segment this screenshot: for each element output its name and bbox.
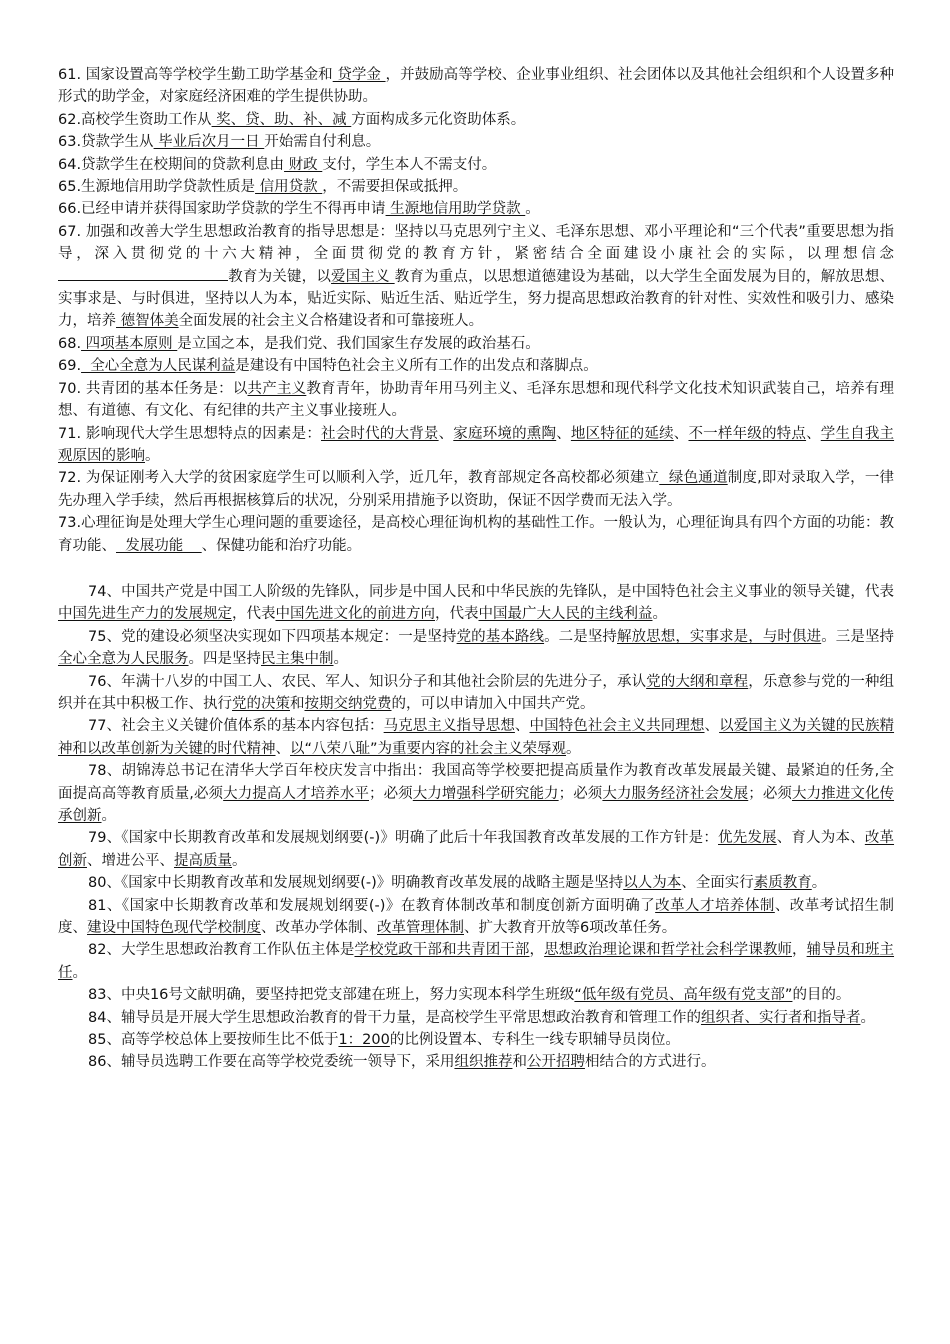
question-text: 71. 影响现代大学生思想特点的因素是： bbox=[58, 425, 322, 442]
question-text: 72. 为保证刚考入大学的贫困家庭学生可以顺利入学，近几年，教育部规定各高校都必须建立 bbox=[58, 470, 660, 487]
question-text: 。二是坚持 bbox=[544, 628, 617, 645]
answer-text: 学校党政干部和共青团干部 bbox=[354, 942, 530, 959]
answer-text: 大力提高人才培养水平 bbox=[223, 785, 369, 802]
question-text: 74、中国共产党是中国工人阶级的先锋队，同步是中国人民和中华民族的先锋队，是中国特色社会主义事业的领导关键，代表 bbox=[88, 583, 894, 600]
answer-text: 提高质量 bbox=[174, 852, 232, 869]
answer-text: 大力增强科学研究能力 bbox=[412, 785, 559, 802]
answer-text: 中国先进生产力的发展规定 bbox=[58, 606, 232, 623]
answer-text: 发展功能 bbox=[116, 537, 202, 554]
question-q63 bbox=[58, 131, 894, 153]
question-text: 。 bbox=[525, 201, 540, 218]
question-text: 。 bbox=[811, 875, 827, 892]
answer-text: 党的大纲和章程 bbox=[646, 673, 749, 690]
question-text: 。 bbox=[566, 740, 581, 757]
question-text: 。 bbox=[232, 852, 247, 869]
question-text: 70. 共青团的基本任务是：以 bbox=[58, 380, 248, 397]
question-text: 、 bbox=[514, 718, 530, 735]
question-text: 、全面实行 bbox=[681, 875, 754, 892]
answer-text: 组织者、实行者和指导者 bbox=[700, 1009, 861, 1026]
question-text: 80、《国家中长期教育改革和发展规划纲要(-)》明确教育改革发展的战略主题是坚持 bbox=[88, 875, 624, 892]
question-text: 69. bbox=[58, 358, 82, 375]
question-text: 是立国之本，是我们党、我们国家生存发展的政治基石。 bbox=[177, 335, 540, 352]
question-text: ， bbox=[529, 942, 545, 959]
question-q62 bbox=[58, 109, 894, 131]
question-text: 73.心理征询是处理大学生心理问题的重要途径，是高校心理征询机构的基础性工作。一般认为，心理征询具有四个方面的功能：教育功能、 bbox=[58, 515, 894, 554]
answer-text: 贷学金 bbox=[332, 67, 386, 83]
question-text: 。 bbox=[860, 1009, 875, 1026]
question-text: ，代表 bbox=[232, 606, 276, 623]
question-text: 63.贷款学生从 bbox=[58, 134, 154, 151]
question-q72 bbox=[58, 467, 894, 512]
question-q61 bbox=[58, 64, 894, 109]
answer-text: 按期交纳党费 bbox=[304, 695, 392, 712]
question-text: 。 bbox=[72, 964, 87, 981]
answer-text: 大力推进文化传承创新 bbox=[58, 785, 895, 824]
question-text: 的，可以申请加入中国共产党。 bbox=[391, 695, 595, 712]
question-text: 78、胡锦涛总书记在清华大学百年校庆发言中指出：我国高等学校要把提高质量作为教育改革发展最关键、最紧迫的任务,全面提高高等教育质量,必须 bbox=[58, 763, 894, 802]
answer-text: 生源地信用助学贷款 bbox=[385, 201, 526, 218]
question-q71 bbox=[58, 423, 894, 468]
answer-text: 四项基本原则 bbox=[81, 335, 178, 352]
question-text: 81、《国家中长期教育改革和发展规划纲要(-)》在教育体制改革和制度创新方面明确了 bbox=[88, 897, 656, 914]
question-q74 bbox=[58, 581, 894, 626]
answer-text: 公开招聘 bbox=[526, 1054, 585, 1071]
answer-text: 全心全意为人民谋利益 bbox=[81, 358, 236, 375]
question-text: 75、党的建设必须坚决实现如下四项基本规定：一是坚持 bbox=[88, 628, 457, 645]
question-text: 和 bbox=[290, 695, 305, 712]
question-text: 86、辅导员选聘工作要在高等学校党委统一领导下，采用 bbox=[88, 1054, 455, 1071]
question-text: 76、年满十八岁的中国工人、农民、军人、知识分子和其他社会阶层的先进分子，承认 bbox=[88, 673, 647, 690]
fill-in-blank bbox=[58, 279, 228, 281]
answer-text: 以爱国主义为关键的民族精神和以改革创新为关键的时代精神 bbox=[58, 718, 895, 757]
answer-text: 马克思主义指导思想 bbox=[383, 718, 515, 735]
answer-text: 组织推荐 bbox=[454, 1054, 513, 1071]
question-text: 相结合的方式进行。 bbox=[584, 1054, 716, 1071]
answer-text: 共产主义 bbox=[247, 380, 307, 397]
question-q83 bbox=[58, 984, 894, 1006]
question-text: 、 bbox=[556, 425, 571, 442]
question-q84 bbox=[58, 1007, 894, 1029]
question-text: 。 bbox=[145, 447, 160, 464]
question-text: 、 bbox=[438, 425, 454, 442]
question-text: 83、中央16号文献明确，要坚持把党支部建在班上，努力实现本科学生班级 bbox=[88, 987, 575, 1004]
question-q81 bbox=[58, 895, 894, 940]
answer-text: 解放思想，实事求是，与时俱进 bbox=[617, 628, 822, 645]
answer-text: 全心全意为人民服务 bbox=[58, 651, 189, 668]
question-text: 的目的。 bbox=[792, 987, 851, 1004]
document-page bbox=[58, 64, 894, 1074]
answer-text: 中国先进文化的前进方向 bbox=[275, 606, 435, 623]
question-q76 bbox=[58, 671, 894, 716]
question-text: 。三是坚持 bbox=[821, 628, 895, 645]
question-text: 方面构成多元化资助体系。 bbox=[351, 111, 526, 128]
question-text: 67. 加强和改善大学生思想政治教育的指导思想是：坚持以马克思列宁主义、毛泽东思想、邓小平理论和“三个代表”重要思想为指导，深入贯彻党的十六大精神，全面贯彻党的教育方针，紧密结合全面建设小康社会的实际，以理想信念 bbox=[58, 223, 894, 263]
question-q68 bbox=[58, 333, 894, 355]
question-text: 84、辅导员是开展大学生思想政治教育的骨干力量，是高校学生平常思想政治教育和管理工作的 bbox=[88, 1009, 701, 1026]
question-text: 制度,即对录取入学，一律先办理入学手续，然后再根据核算后的状况，分别采用措施予以资助，保证不因学费而无法入学。 bbox=[58, 470, 895, 509]
question-q80 bbox=[58, 872, 894, 894]
question-text: ，并鼓励高等学校、企业事业组织、社会团体以及其他社会组织和个人设置多种形式的助学金，对家庭经济困难的学生提供协助。 bbox=[58, 67, 895, 106]
question-text: 、增进公平、 bbox=[87, 852, 174, 869]
question-text: 。 bbox=[101, 808, 116, 824]
question-text: ；必须 bbox=[748, 785, 793, 802]
question-text: 61. 国家设置高等学校学生勤工助学基金和 bbox=[58, 67, 333, 83]
answer-text: 不一样年级的特点 bbox=[688, 425, 807, 442]
question-text: 、育人为本、 bbox=[776, 830, 865, 847]
answer-text: 1：200 bbox=[338, 1032, 390, 1049]
answer-text: 辅导员和班主任 bbox=[58, 942, 895, 981]
question-q69 bbox=[58, 355, 894, 377]
question-text: 教育为关键，以 bbox=[228, 268, 332, 285]
question-text: 85、高等学校总体上要按师生比不低于 bbox=[88, 1032, 339, 1049]
question-q65 bbox=[58, 176, 894, 198]
question-q64 bbox=[58, 154, 894, 176]
answer-text: 民主集中制 bbox=[261, 651, 334, 668]
answer-text: 素质教育 bbox=[753, 875, 812, 892]
question-text: 。 bbox=[652, 606, 667, 623]
answer-text: 信用贷款 bbox=[255, 179, 323, 196]
answer-text: 党的决策 bbox=[232, 695, 290, 712]
question-text: 82、大学生思想政治教育工作队伍主体是 bbox=[88, 942, 355, 959]
answer-text: 建设中国特色现代学校制度 bbox=[87, 920, 261, 937]
question-q85 bbox=[58, 1029, 894, 1051]
answer-text: 毕业后次月一日 bbox=[153, 134, 265, 151]
question-text: 开始需自付利息。 bbox=[264, 134, 381, 151]
question-text: ；必须 bbox=[369, 785, 413, 802]
answer-text: 改革人才培养体制 bbox=[655, 897, 775, 914]
question-text: 79、《国家中长期教育改革和发展规划纲要(-)》明确了此后十年我国教育改革发展的工作方针是： bbox=[88, 830, 719, 847]
answer-text: “低年级有党员、高年级有党支部” bbox=[574, 987, 793, 1004]
answer-text: 党的基本路线 bbox=[456, 628, 545, 645]
question-text: 全面发展的社会主义合格建设者和可靠接班人。 bbox=[178, 313, 484, 330]
answer-text: 优先发展 bbox=[718, 830, 777, 847]
question-text: 、 bbox=[704, 718, 720, 735]
question-q79 bbox=[58, 827, 894, 872]
question-text: ；必须 bbox=[558, 785, 603, 802]
question-text: 。四是坚持 bbox=[188, 651, 261, 668]
answer-text: 学生自我主观原因的影响 bbox=[58, 425, 895, 464]
answer-text: 改革创新 bbox=[58, 830, 895, 869]
question-q66 bbox=[58, 198, 894, 220]
question-text: 教育为重点，以思想道德建设为基础，以大学生全面发展为目的，解放思想、实事求是、与时俱进，坚持以人为本，贴近实际、贴近生活、贴近学生，努力提高思想政治教育的针对性、实效性和吸引力、感染力，培养 bbox=[58, 268, 895, 330]
answer-text: 改革管理体制 bbox=[377, 920, 464, 937]
question-text: 62.高校学生资助工作从 bbox=[58, 111, 212, 128]
answer-text: 中国最广大人民的主线利益 bbox=[478, 606, 653, 623]
question-text: 、扩大教育开放等6项改革任务。 bbox=[464, 920, 677, 937]
answer-text: 奖、贷、助、补、减 bbox=[211, 111, 352, 128]
question-text: 、 bbox=[673, 425, 689, 442]
question-text: 。 bbox=[333, 651, 348, 668]
question-text: 77、社会主义关键价值体系的基本内容包括： bbox=[88, 718, 384, 735]
question-text: 64.贷款学生在校期间的贷款利息由 bbox=[58, 156, 285, 173]
question-text: 66.已经申请并获得国家助学贷款的学生不得再申请 bbox=[58, 201, 386, 218]
question-text: ， bbox=[792, 942, 807, 959]
question-text: 68. bbox=[58, 335, 82, 352]
section-gap bbox=[58, 557, 894, 581]
question-q70 bbox=[58, 378, 894, 423]
answer-text: 地区特征的延续 bbox=[570, 425, 674, 442]
answer-text: 爱国主义 bbox=[331, 268, 395, 285]
question-text: 的比例设置本、专科生一线专职辅导员岗位。 bbox=[389, 1032, 680, 1049]
question-q73 bbox=[58, 512, 894, 557]
answer-text: 思想政治理论课和哲学社会科学课教师 bbox=[544, 942, 793, 959]
question-q67 bbox=[58, 221, 894, 333]
question-text: ，代表 bbox=[435, 606, 479, 623]
question-text: ，不需要担保或抵押。 bbox=[322, 179, 468, 196]
question-text: 、改革考试招生制度、 bbox=[58, 897, 895, 937]
answer-text: 社会时代的大背景 bbox=[321, 425, 439, 442]
question-text: ，乐意参与党的一种组织并在其中积极工作、执行 bbox=[58, 673, 895, 712]
question-text: 、改革办学体制、 bbox=[261, 920, 377, 937]
question-text: 是建设有中国特色社会主义所有工作的出发点和落脚点。 bbox=[235, 358, 598, 375]
question-text: 支付，学生本人不需支付。 bbox=[322, 156, 497, 173]
answer-text: 德智体美 bbox=[116, 313, 179, 330]
question-q75 bbox=[58, 626, 894, 671]
answer-text: 绿色通道 bbox=[659, 470, 728, 487]
answer-text: 财政 bbox=[284, 156, 323, 173]
question-text: 、 bbox=[275, 740, 290, 757]
answer-text: 以“八荣八耻”为重要内容的社会主义荣辱观 bbox=[290, 740, 567, 757]
question-text: 和 bbox=[512, 1054, 527, 1071]
answer-text: 大力服务经济社会发展 bbox=[602, 785, 749, 802]
answer-text: 家庭环境的熏陶 bbox=[453, 425, 557, 442]
answer-text: 以人为本 bbox=[623, 875, 682, 892]
question-q86 bbox=[58, 1051, 894, 1073]
question-text: 教育青年，协助青年用马列主义、毛泽东思想和现代科学文化技术知识武装自己，培养有理想、有道德、有文化、有纪律的共产主义事业接班人。 bbox=[58, 380, 895, 420]
answer-text: 中国特色社会主义共同理想 bbox=[529, 718, 705, 735]
question-text: 65.生源地信用助学贷款性质是 bbox=[58, 179, 256, 196]
question-text: 、保健功能和治疗功能。 bbox=[201, 537, 362, 554]
question-text: 、 bbox=[806, 425, 821, 442]
question-q82 bbox=[58, 939, 894, 984]
question-q78 bbox=[58, 760, 894, 827]
question-q77 bbox=[58, 715, 894, 760]
